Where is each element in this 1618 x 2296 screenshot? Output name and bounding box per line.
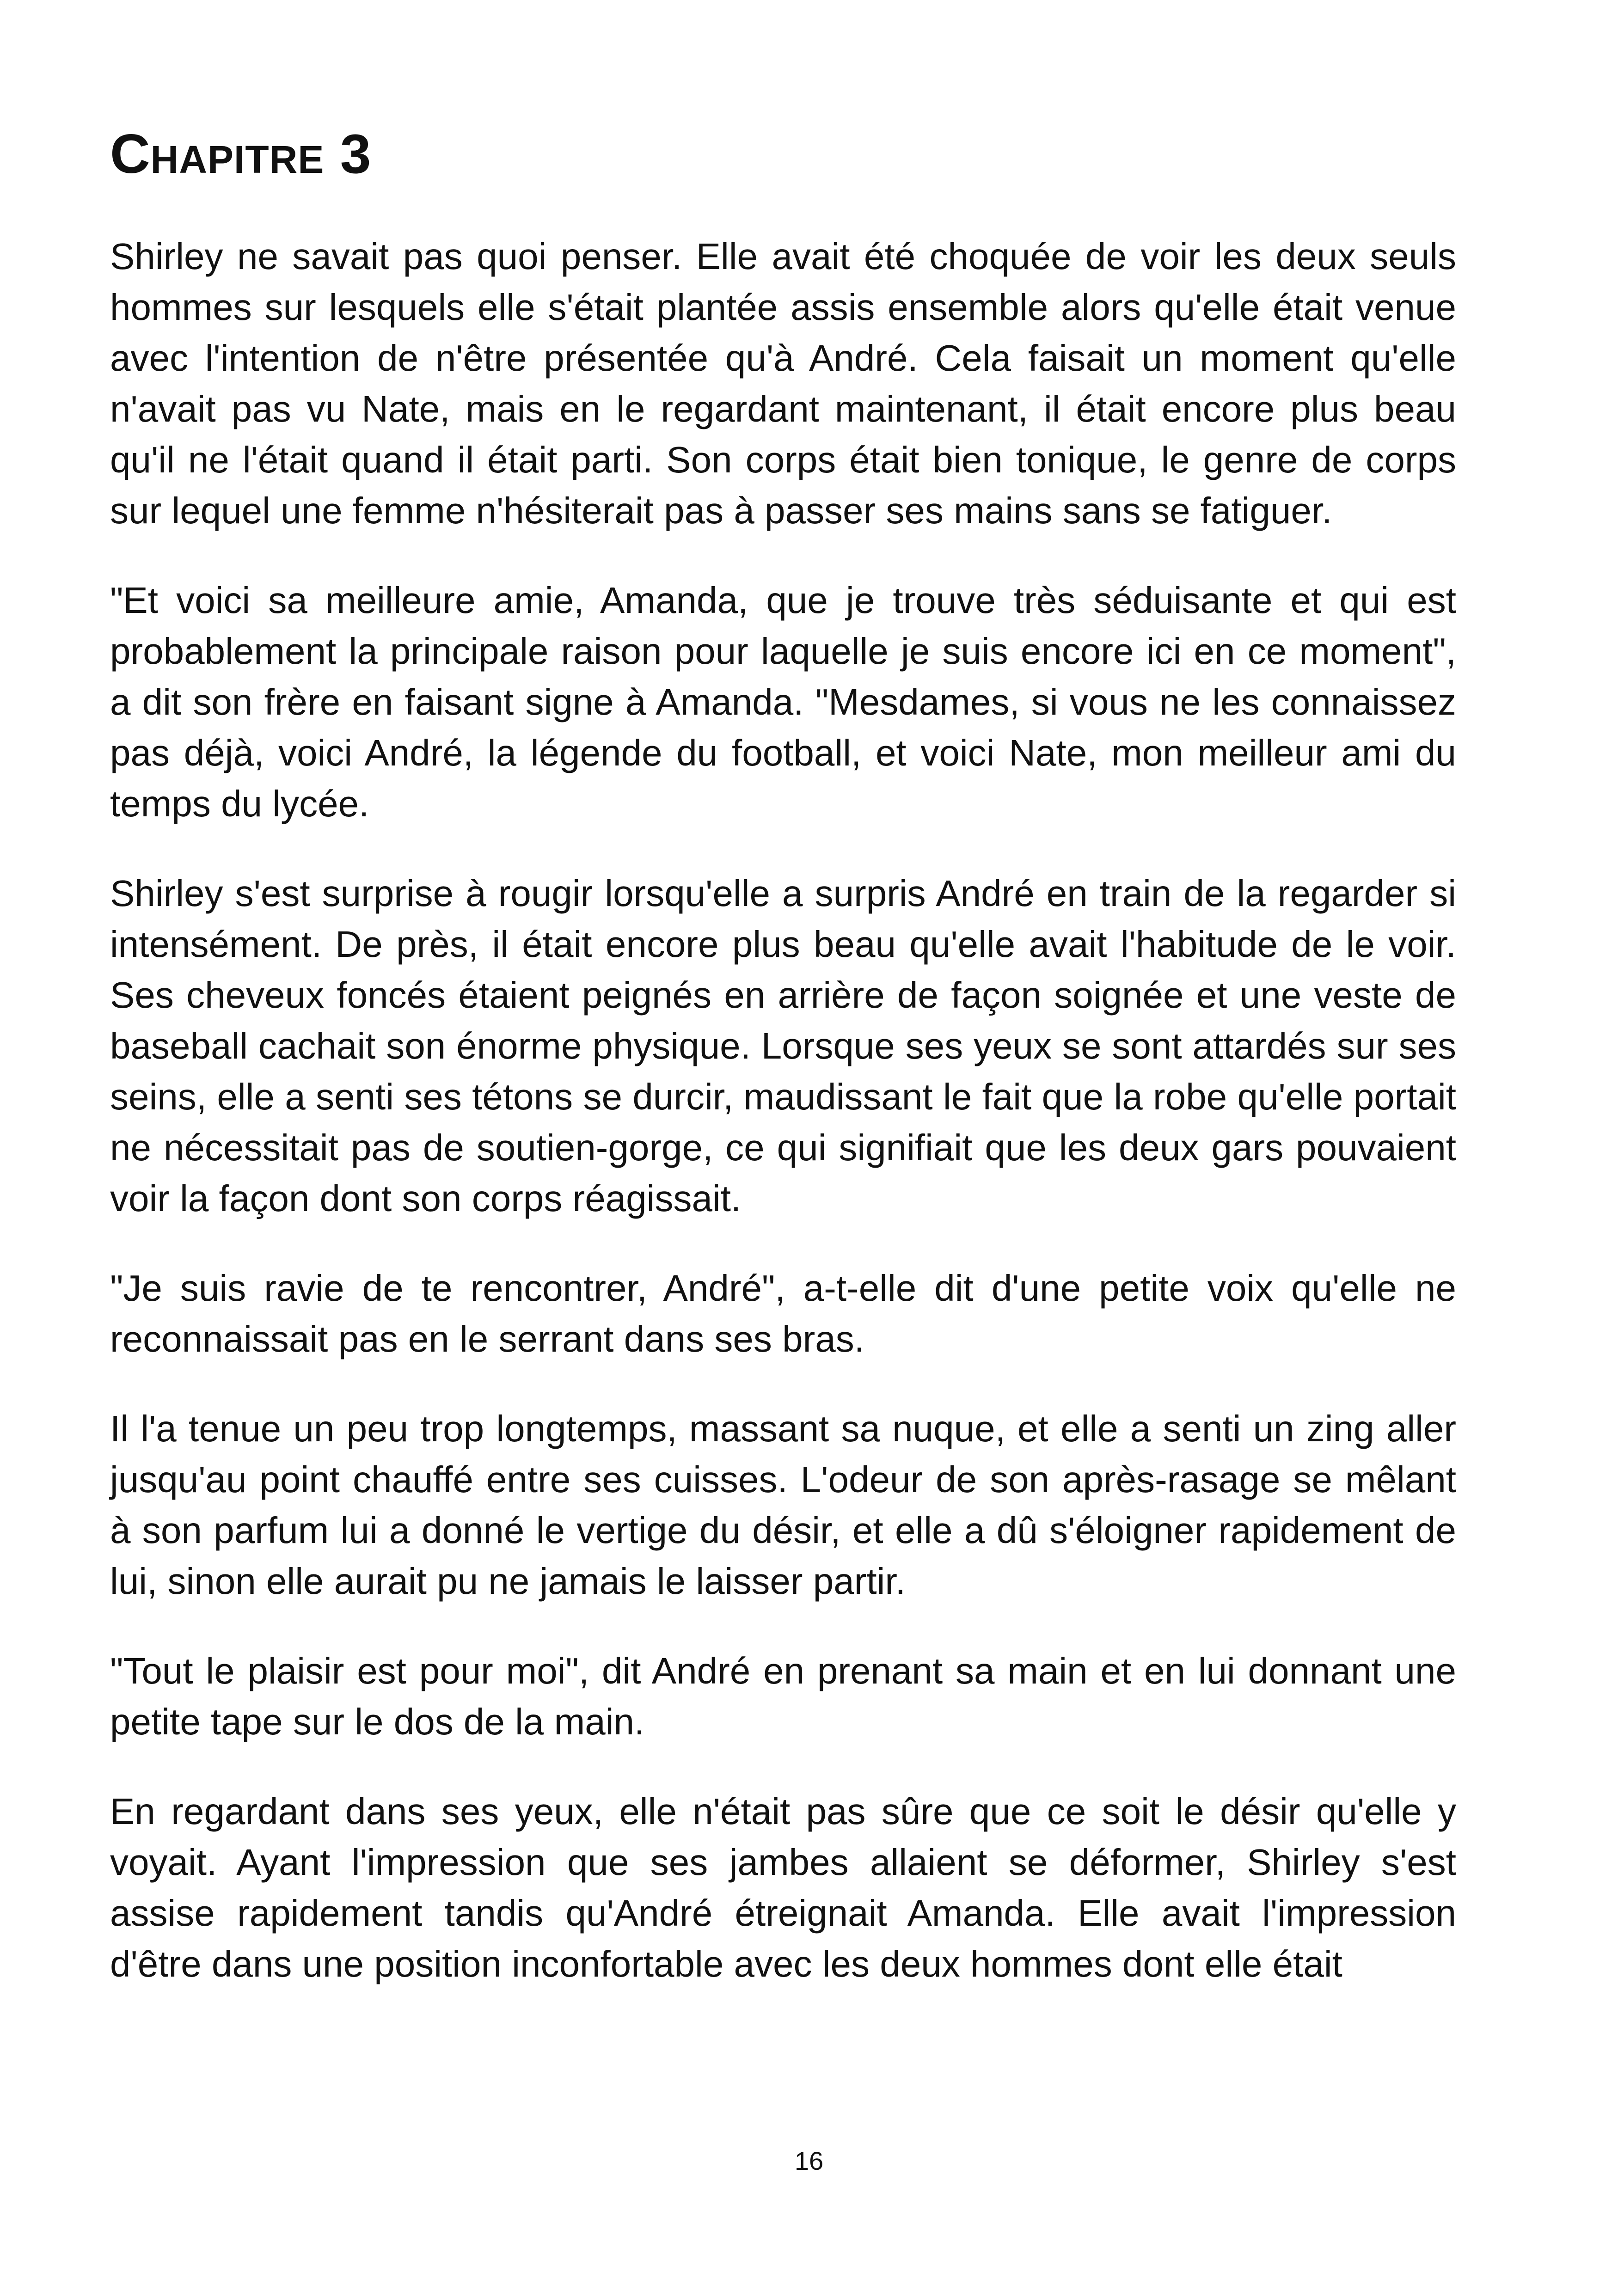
paragraph: Shirley ne savait pas quoi penser. Elle avait été choquée de voir les deux seuls hommes sur lesquels elle s'était plantée assis ensemble alors qu'elle était venue avec l'intention de n'être présentée qu'à André. Cela faisait un moment qu'elle n'avait pas vu Nate, mais en le regardant maintenant, il était encore plus beau qu'il ne l'était quand il était parti. Son corps était bien tonique, le genre de corps sur lequel une femme n'hésiterait pas à passer ses mains sans se fatiguer. <box>110 236 1456 531</box>
body-text <box>110 231 1456 2028</box>
paragraph: Shirley s'est surprise à rougir lorsqu'elle a surpris André en train de la regarder si intensément. De près, il était encore plus beau qu'elle avait l'habitude de le voir. Ses cheveux foncés étaient peignés en arrière de façon soignée et une veste de baseball cachait son énorme physique. Lorsque ses yeux se sont attardés sur ses seins, elle a senti ses tétons se durcir, maudissant le fait que la robe qu'elle portait ne nécessitait pas de soutien-gorge, ce qui signifiait que les deux gars pouvaient voir la façon dont son corps réagissait. <box>110 873 1456 1219</box>
paragraph: "Et voici sa meilleure amie, Amanda, que je trouve très séduisante et qui est probablement la principale raison pour laquelle je suis encore ici en ce moment", a dit son frère en faisant signe à Amanda. "Mesdames, si vous ne les connaissez pas déjà, voici André, la légende du football, et voici Nate, mon meilleur ami du temps du lycée. <box>110 580 1456 824</box>
paragraph: "Tout le plaisir est pour moi", dit André en prenant sa main et en lui donnant une petite tape sur le dos de la main. <box>110 1650 1456 1742</box>
page-number: 16 <box>794 2146 824 2175</box>
chapter-title: Chapitre 3 <box>110 123 372 185</box>
paragraph: En regardant dans ses yeux, elle n'était pas sûre que ce soit le désir qu'elle y voyait. Ayant l'impression que ses jambes allaient se déformer, Shirley s'est assise rapidement tandis qu'André étreignait Amanda. Elle avait l'impression d'être dans une position inconfortable avec les deux hommes dont elle était <box>110 1791 1456 1984</box>
paragraph: "Je suis ravie de te rencontrer, André", a-t-elle dit d'une petite voix qu'elle ne reconnaissait pas en le serrant dans ses bras. <box>110 1267 1456 1359</box>
paragraph: Il l'a tenue un peu trop longtemps, massant sa nuque, et elle a senti un zing aller jusqu'au point chauffé entre ses cuisses. L'odeur de son après-rasage se mêlant à son parfum lui a donné le vertige du désir, et elle a dû s'éloigner rapidement de lui, sinon elle aurait pu ne jamais le laisser partir. <box>110 1408 1456 1602</box>
